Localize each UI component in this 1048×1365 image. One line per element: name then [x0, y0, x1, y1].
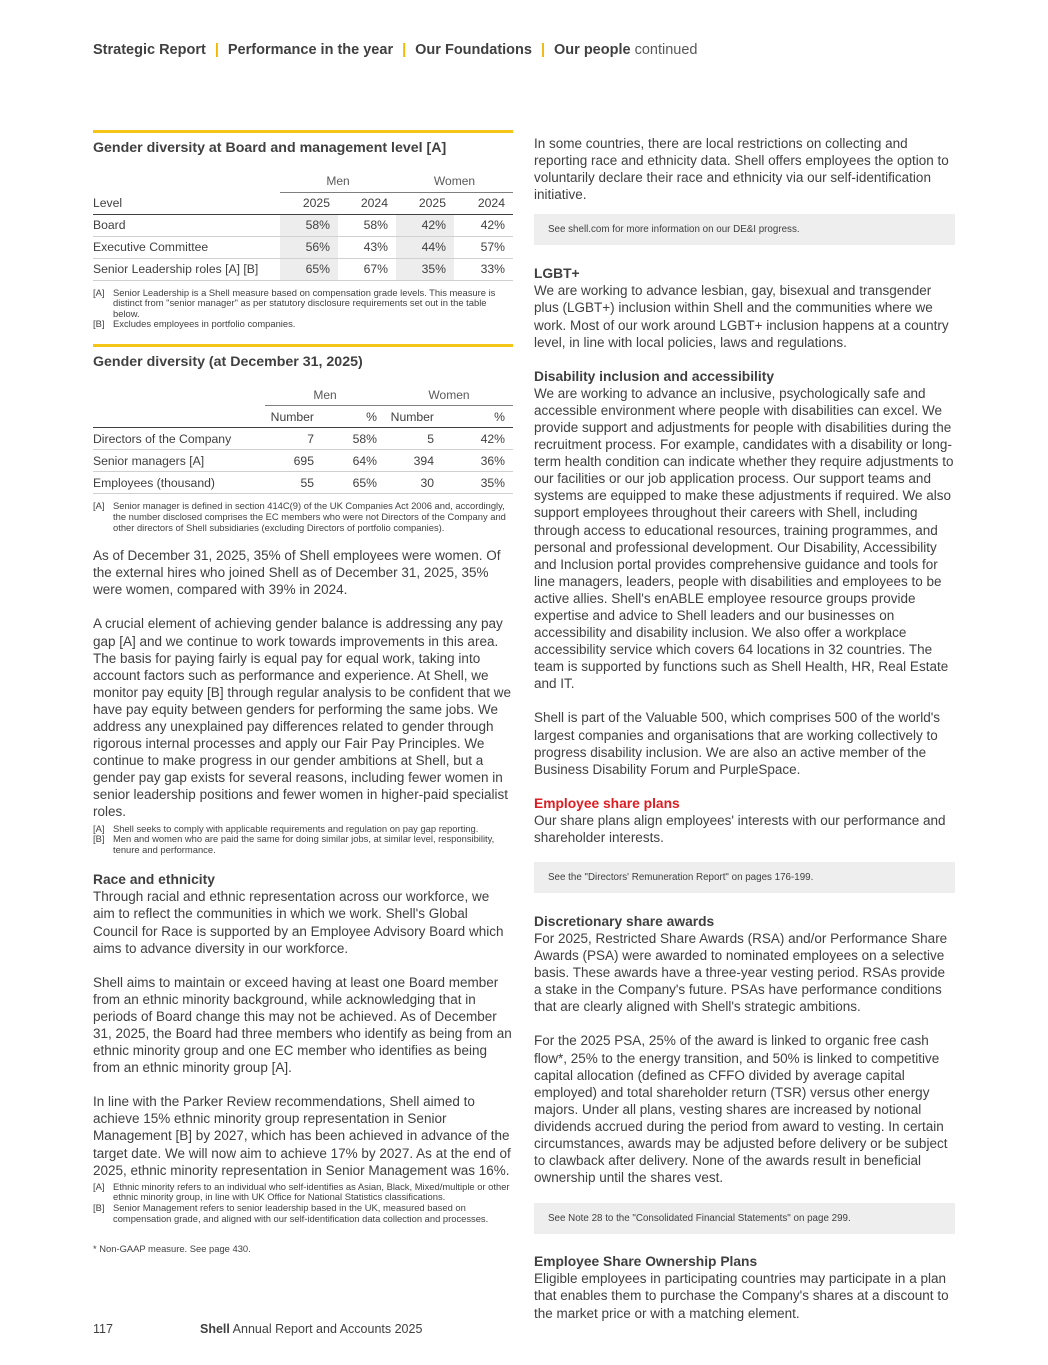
board-gender-table-block — [93, 130, 513, 330]
row-label: Senior managers [A] — [93, 450, 265, 472]
race-paragraph-3: In line with the Parker Review recommendations, Shell aimed to achieve 15% ethnic minority group representation in Senior Management [B] by 2027, which has been achieved in advance of the target date. We will now aim to achieve 17% by 2027. As at the end of 2025, ethnic minority representation in Senior Management was 16%. — [93, 1094, 511, 1178]
table-cell: 65% — [280, 258, 338, 280]
group-header-men: Men — [265, 384, 385, 406]
table-header-row — [93, 192, 513, 214]
footnote: [A] Shell seeks to comply with applicable requirements and regulation on pay gap reporting. — [93, 822, 479, 834]
lgbt-paragraph: We are working to advance lesbian, gay, bisexual and transgender plus (LGBT+) inclusion within Shell and the communities where we work. Most of our work around LGBT+ inclusion happens at a country level, in line with local policies, laws and regulations. — [534, 283, 949, 350]
breadcrumb-separator: | — [402, 42, 407, 58]
breadcrumb — [93, 42, 697, 58]
pay-gap-paragraph: A crucial element of achieving gender balance is addressing any pay gap [A] and we continue to work towards improvements in this area. The basis for paying fairly is equal pay for equal work, taking into account factors such as performance and experience. At Shell, we monitor pay equity [B] through regular analysis to be confident that we have pay equity between genders for performing the same jobs. We address any unexplained pay differences related to gender through rigorous internal processes and apply our Fair Pay Principles. We continue to make progress in our gender ambitions at Shell, but a gender pay gap exists for several reasons, including fewer women in senior leadership positions and fewer women in higher-paid specialist roles. — [93, 616, 511, 820]
table-row — [93, 236, 513, 258]
table-header-row — [93, 406, 513, 428]
left-column — [93, 130, 513, 1255]
table-cell: 57% — [454, 236, 513, 258]
table-cell: 394 — [385, 450, 442, 472]
table-cell: 42% — [454, 214, 513, 236]
table-row — [93, 450, 513, 472]
breadcrumb-separator: | — [540, 42, 546, 58]
table-cell: 7 — [265, 428, 322, 450]
share-ownership-plans-heading: Employee Share Ownership Plans — [534, 1254, 758, 1270]
race-footnotes — [93, 1182, 513, 1224]
row-label: Senior Leadership roles [A] [B] — [93, 258, 280, 280]
table-row — [93, 428, 513, 450]
row-label: Board — [93, 214, 280, 236]
row-label: Employees (thousand) — [93, 472, 265, 494]
table-row — [93, 214, 513, 236]
row-label: Directors of the Company — [93, 428, 265, 450]
table-cell: 35% — [442, 472, 513, 494]
table-cell: 36% — [442, 450, 513, 472]
table-cell: 56% — [280, 236, 338, 258]
column-header: Level — [93, 192, 280, 214]
table-cell: 43% — [338, 236, 396, 258]
footnote: [B] Excludes employees in portfolio companies. — [93, 318, 296, 330]
table-cell: 35% — [396, 258, 454, 280]
disability-paragraph-2: Shell is part of the Valuable 500, which comprises 500 of the world's largest companies and organisations that are working collectively to progress disability inclusion. We are also an active member of the Business Disability Forum and PurpleSpace. — [534, 710, 941, 777]
gender-december-table — [93, 384, 513, 495]
board-gender-table — [93, 170, 513, 281]
gender-december-table-block — [93, 344, 513, 533]
page-footer — [93, 1322, 422, 1336]
footnote: [A] Ethnic minority refers to an individual who self-identifies as Asian, Black, Mixed/multiple or other ethnic minority group, in line with UK Office for National Statistics classifications. — [93, 1180, 510, 1203]
breadcrumb-continued: continued — [634, 42, 698, 58]
group-header-men: Men — [280, 170, 396, 192]
table-row — [93, 258, 513, 280]
table-cell: 58% — [322, 428, 385, 450]
column-header: Number — [265, 406, 322, 428]
footer-brand: Shell — [200, 1322, 230, 1336]
race-ethnicity-heading: Race and ethnicity — [93, 872, 215, 888]
row-label: Executive Committee — [93, 236, 280, 258]
column-header: % — [322, 406, 385, 428]
footnote: [A] Senior Leadership is a Shell measure based on compensation grade levels. This measure is distinct from "senior manager" as per statutory disclosure requirements set out in the table below. — [93, 286, 496, 319]
column-header: 2025 — [280, 192, 338, 214]
footnote: [B] Men and women who are paid the same for doing similar jobs, at similar level, responsibility, tenure and performance. — [93, 833, 495, 855]
share-ownership-plans-paragraph: Eligible employees in participating countries may participate in a plan that enables them to purchase the Company's shares at a discount to the market price or with a matching element. — [534, 1271, 949, 1321]
footnote: [B] Senior Management refers to senior leadership based in the UK, measured based on compensation grade, and aligned with our self-identification data collection and processes. — [93, 1201, 489, 1224]
table-footnotes — [93, 288, 513, 330]
group-header-women: Women — [385, 384, 513, 406]
column-header: 2024 — [454, 192, 513, 214]
breadcrumb-separator: | — [214, 42, 219, 58]
table-cell: 42% — [442, 428, 513, 450]
table-row — [93, 472, 513, 494]
table-cell: 55 — [265, 472, 322, 494]
disability-paragraph-1: We are working to advance an inclusive, psychologically safe and accessible environment where people with disabilities can excel. We provide support and adjustments for people with disabilities during the recruitment process. For example, candidates with a disability or long-term health condition can indicate whether they require adjustments to our facilities or our job application process. Our support teams and systems are equipped to make these adjustments if required. We also support employees throughout their careers with Shell, including through access to educational resources, training programmes, and personal and professional development. Our Disability, Accessibility and Inclusion portal provides comprehensive guidance and tools for line managers, leaders, people with disabilities and employees to be active allies. Shell's enABLE employee resource groups provide expertise and advice to Shell leaders and our businesses on accessibility and disability inclusion. We also offer a workplace accessibility service which covers 64 locations in 32 countries. The team is supported by functions such as Shell Health, HR, Real Estate and IT. — [534, 385, 954, 692]
gender-december-table-title: Gender diversity (at December 31, 2025) — [93, 353, 363, 370]
column-header: Number — [385, 406, 442, 428]
column-header: 2025 — [396, 192, 454, 214]
women-share-paragraph: As of December 31, 2025, 35% of Shell employees were women. Of the external hires who joined Shell as of December 31, 2025, 35% were women, compared with 39% in 2024. — [93, 548, 501, 598]
table-cell: 67% — [338, 258, 396, 280]
table-cell: 58% — [280, 214, 338, 236]
table-cell: 65% — [322, 472, 385, 494]
table-cell: 5 — [385, 428, 442, 450]
non-gaap-note: * Non-GAAP measure. See page 430. — [93, 1243, 251, 1255]
table-cell: 64% — [322, 450, 385, 472]
column-header: 2024 — [338, 192, 396, 214]
disability-heading: Disability inclusion and accessibility — [534, 368, 774, 384]
breadcrumb-strategic-report[interactable]: Strategic Report — [93, 42, 206, 58]
discretionary-share-awards-paragraph-2: For the 2025 PSA, 25% of the award is linked to organic free cash flow*, 25% to the energy transition, and 50% is linked to competitive capital allocation (defined as CFFO divided by average capital employed) and total shareholder return (TSR) versus other energy majors. Under all plans, vesting shares are increased by notional dividends accrued during the period from award to vesting. In certain circumstances, awards may be adjusted before delivery or be subject to clawback after delivery. None of the awards result in beneficial ownership until the shares vest. — [534, 1033, 948, 1186]
right-column — [534, 135, 955, 1322]
race-paragraph-2: Shell aims to maintain or exceed having at least one Board member from an ethnic minority background, while acknowledging that in periods of Board change this may not be achieved. As of December 31, 2025, the Board had three members who identify as being from an ethnic minority group and one EC member who identifies as being from an ethnic minority group [A]. — [93, 974, 512, 1076]
table-cell: 58% — [338, 214, 396, 236]
table-cell: 30 — [385, 472, 442, 494]
footnote: [A] Senior manager is defined in section 414C(9) of the UK Companies Act 2006 and, accordingly, the number disclosed comprises the EC members who were not Directors of the Company and other directors of Shell subsidiaries (excluding Directors of portfolio companies). — [93, 500, 506, 533]
race-paragraph-1: Through racial and ethnic representation across our workforce, we aim to reflect the communities in which we work. Shell's Global Council for Race is supported by an Employee Advisory Board which aims to advance diversity in our workforce. — [93, 889, 504, 956]
breadcrumb-our-people[interactable]: Our people — [554, 42, 631, 58]
breadcrumb-foundations[interactable]: Our Foundations — [415, 42, 532, 58]
pay-gap-footnotes — [93, 824, 513, 856]
column-header — [93, 406, 265, 428]
lgbt-heading: LGBT+ — [534, 266, 580, 282]
table-cell: 44% — [396, 236, 454, 258]
board-gender-table-title: Gender diversity at Board and management level [A] — [93, 140, 447, 156]
page-number: 117 — [93, 1322, 113, 1336]
column-header: % — [442, 406, 513, 428]
discretionary-share-awards-paragraph-1: For 2025, Restricted Share Awards (RSA) and/or Performance Share Awards (PSA) were awarded to nominated employees on a selective basis. These awards have a three-year vesting period. RSAs provide a stake in the Company's future. PSAs have performance conditions that are clearly aligned with Shell's strategic ambitions. — [534, 931, 948, 1015]
employee-share-plans-heading: Employee share plans — [534, 795, 680, 811]
breadcrumb-performance[interactable]: Performance in the year — [227, 42, 394, 58]
table-footnotes — [93, 501, 513, 533]
race-data-restrictions-paragraph: In some countries, there are local restrictions on collecting and reporting race and ethnicity data. Shell offers employees the option to voluntarily declare their race and ethnicity via our self-identification initiative. — [534, 136, 949, 203]
remuneration-report-note: See the "Directors' Remuneration Report" on pages 176-199. — [534, 862, 955, 893]
table-cell: 695 — [265, 450, 322, 472]
financial-statements-note: See Note 28 to the "Consolidated Financial Statements" on page 299. — [534, 1203, 955, 1234]
discretionary-share-awards-heading: Discretionary share awards — [534, 914, 715, 929]
table-cell: 33% — [454, 258, 513, 280]
employee-share-plans-paragraph: Our share plans align employees' interests with our performance and shareholder interests. — [534, 812, 946, 845]
group-header-women: Women — [396, 170, 513, 192]
table-cell: 42% — [396, 214, 454, 236]
dei-info-note: See shell.com for more information on our DE&I progress. — [534, 214, 955, 245]
footer-title: Annual Report and Accounts 2025 — [232, 1322, 423, 1336]
